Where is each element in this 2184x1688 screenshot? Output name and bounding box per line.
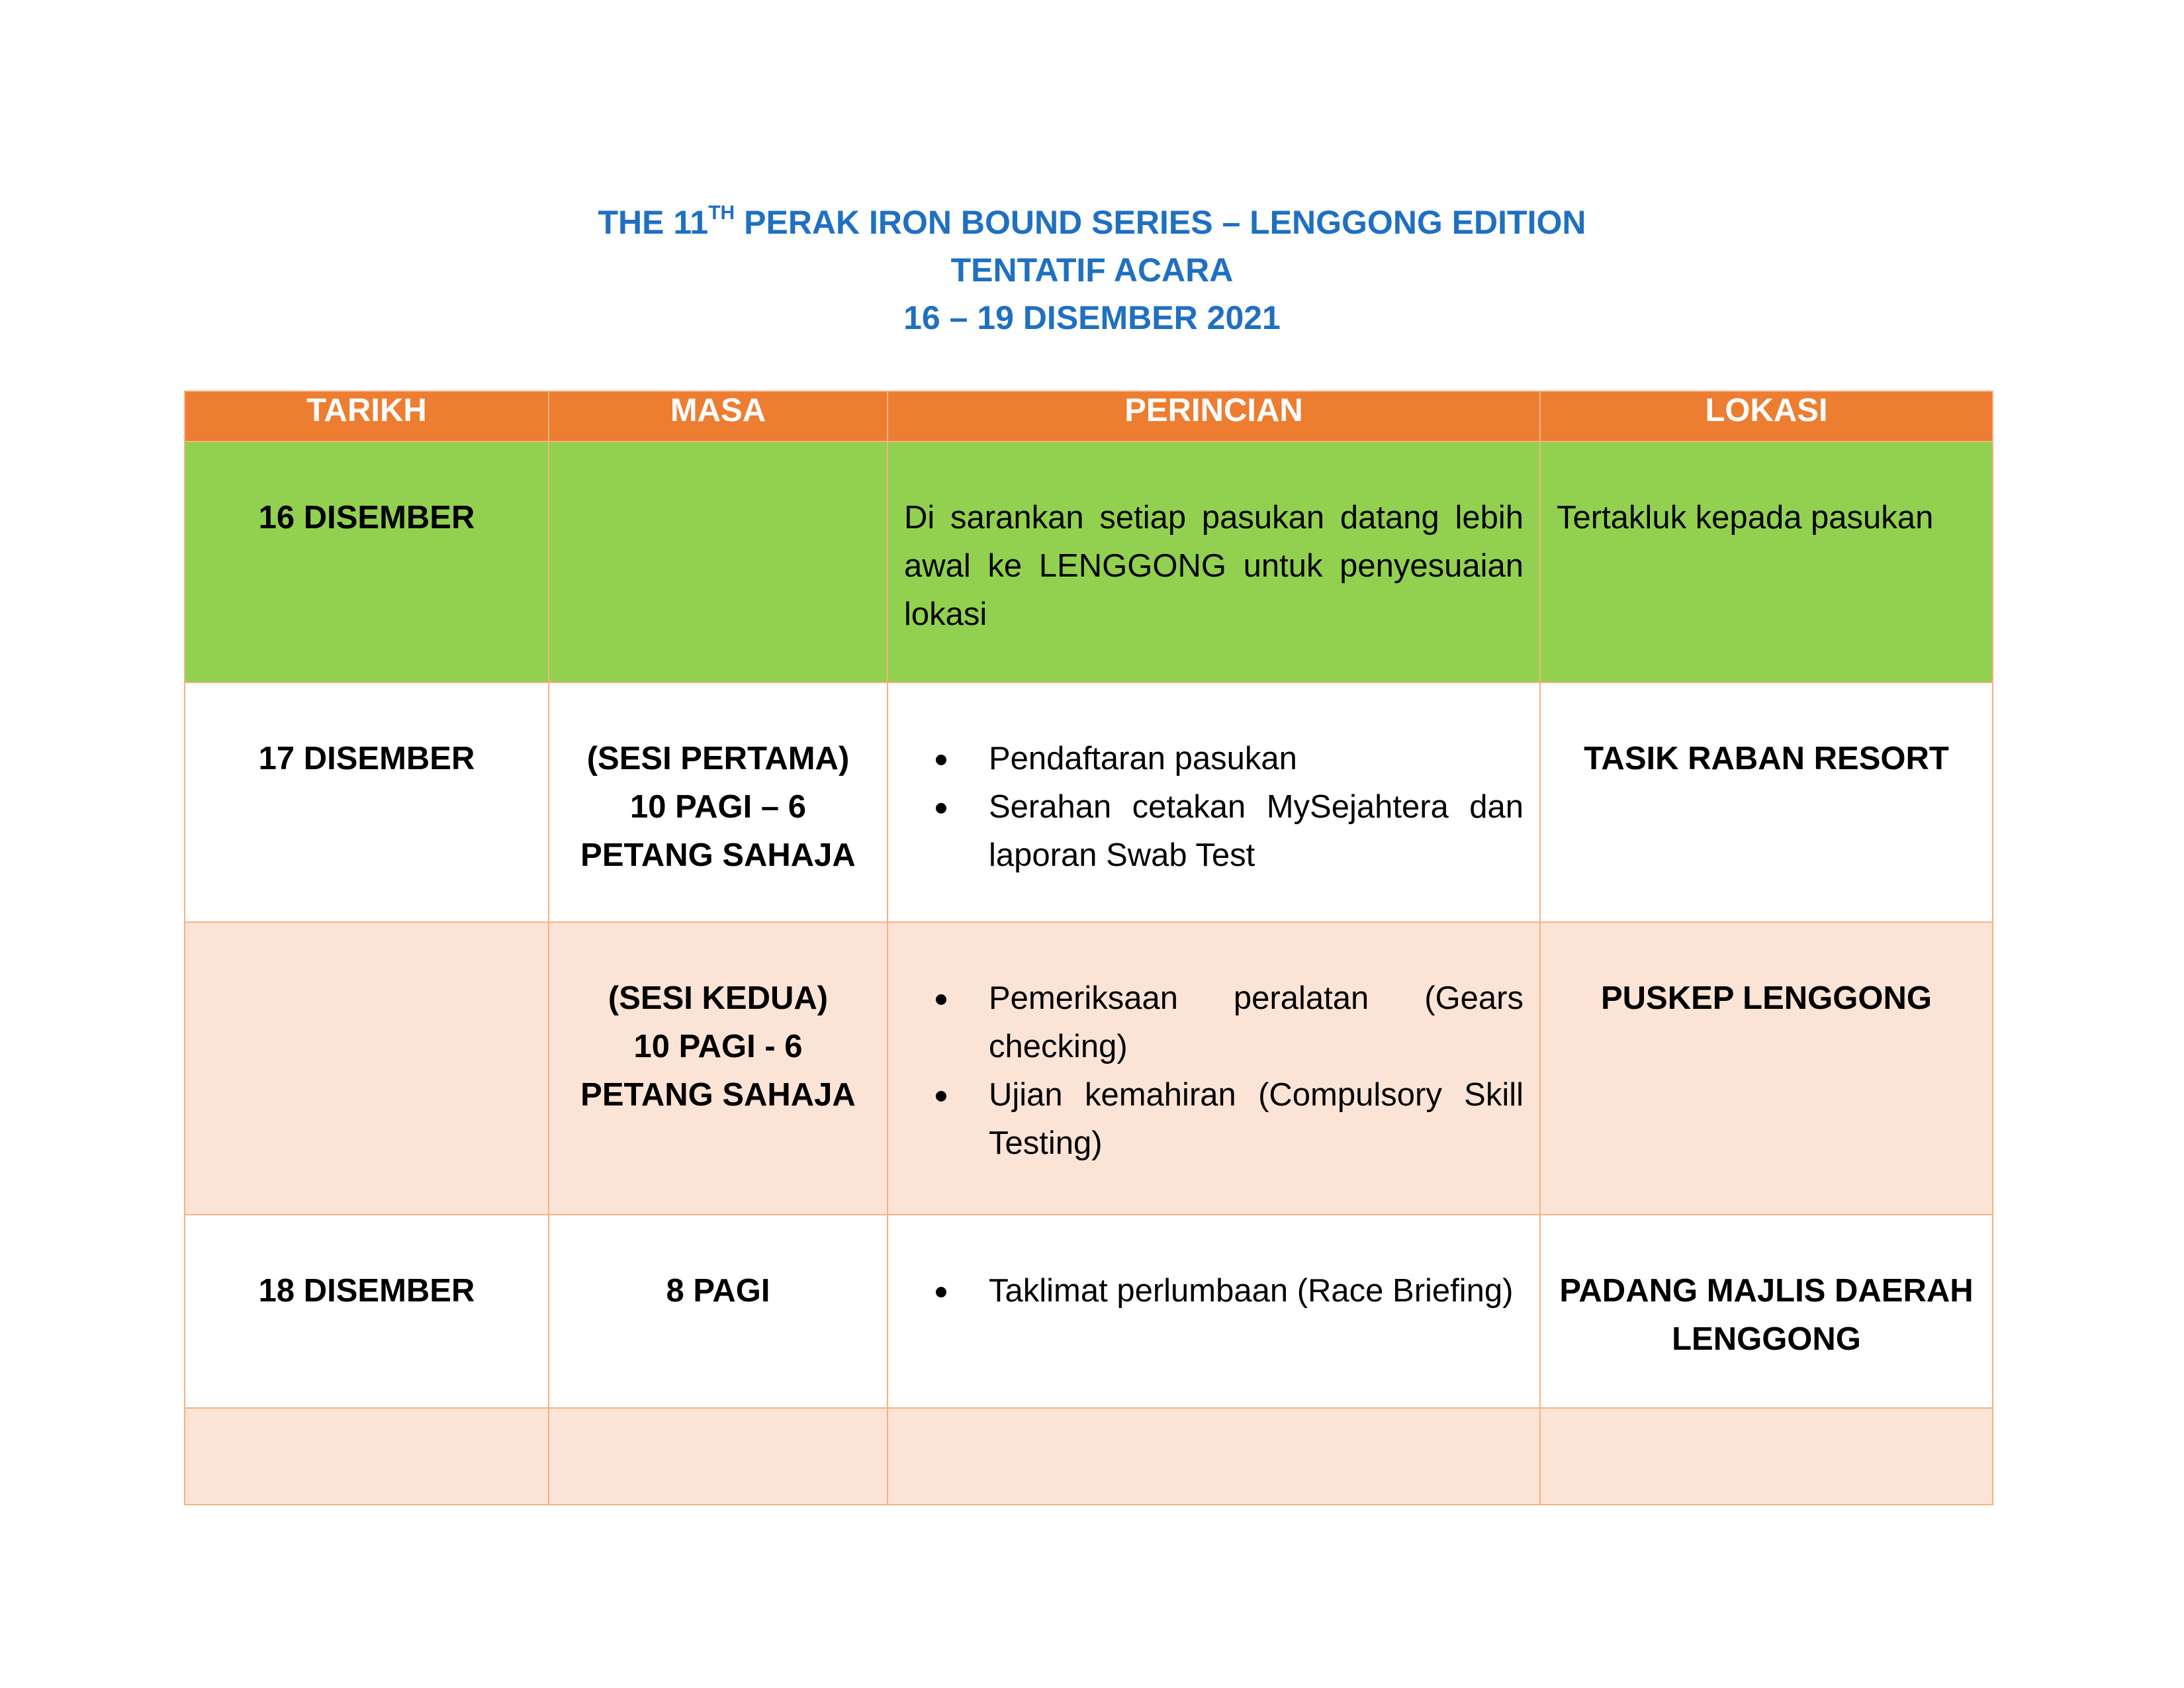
cell-tarikh: 17 DISEMBER bbox=[185, 682, 549, 922]
table-row bbox=[185, 682, 1993, 922]
cell-masa bbox=[549, 922, 887, 1215]
bullet-item bbox=[989, 974, 1524, 1071]
bullet-item bbox=[989, 735, 1524, 783]
cell-tarikh bbox=[185, 922, 549, 1215]
masa-line: (SESI PERTAMA) bbox=[586, 741, 850, 776]
masa-line: PETANG SAHAJA bbox=[580, 1077, 856, 1113]
table-header-row bbox=[185, 391, 1993, 442]
bullet-text: Taklimat perlumbaan (Race Briefing) bbox=[989, 1273, 1514, 1309]
masa-line: 8 PAGI bbox=[666, 1273, 770, 1309]
bullet-dot-icon bbox=[936, 755, 946, 765]
column-header-tarikh: TARIKH bbox=[185, 391, 549, 442]
column-header-masa: MASA bbox=[549, 391, 887, 442]
column-header-perincian: PERINCIAN bbox=[887, 391, 1540, 442]
bullet-dot-icon bbox=[936, 1287, 946, 1297]
cell-perincian bbox=[887, 922, 1540, 1215]
cell-perincian bbox=[887, 1215, 1540, 1408]
bullet-item bbox=[989, 783, 1524, 880]
bullet-text: Serahan cetakan MySejahtera dan laporan Swab Test bbox=[989, 789, 1524, 873]
cell-lokasi bbox=[1540, 1408, 1993, 1505]
bullet-text: Ujian kemahiran (Compulsory Skill Testing) bbox=[989, 1077, 1524, 1161]
bullet-dot-icon bbox=[936, 1091, 946, 1102]
cell-masa bbox=[549, 1408, 887, 1505]
event-title-superscript: TH bbox=[708, 202, 735, 224]
bullet-list bbox=[904, 1267, 1524, 1315]
cell-masa bbox=[549, 442, 887, 682]
bullet-dot-icon bbox=[936, 994, 946, 1005]
cell-masa bbox=[549, 1215, 887, 1408]
cell-lokasi: TASIK RABAN RESORT bbox=[1540, 682, 1993, 922]
cell-perincian bbox=[887, 682, 1540, 922]
masa-line: 10 PAGI – 6 bbox=[629, 789, 806, 825]
table-row bbox=[185, 922, 1993, 1215]
bullet-text: Pemeriksaan peralatan (Gears checking) bbox=[989, 980, 1524, 1064]
cell-perincian: Di sarankan setiap pasukan datang lebih awal ke LENGGONG untuk penyesuaian lokasi bbox=[887, 442, 1540, 682]
event-title-suffix: PERAK IRON BOUND SERIES – LENGGONG EDITION bbox=[735, 204, 1586, 241]
table-row bbox=[185, 1408, 1993, 1505]
column-header-lokasi: LOKASI bbox=[1540, 391, 1993, 442]
cell-perincian bbox=[887, 1408, 1540, 1505]
masa-line: (SESI KEDUA) bbox=[608, 980, 829, 1016]
bullet-item bbox=[989, 1267, 1524, 1315]
schedule-table bbox=[184, 391, 1993, 1505]
cell-lokasi: PADANG MAJLIS DAERAH LENGGONG bbox=[1540, 1215, 1993, 1408]
document-subtitle: TENTATIF ACARA bbox=[950, 252, 1234, 289]
bullet-list bbox=[904, 974, 1524, 1168]
masa-line: 10 PAGI - 6 bbox=[633, 1029, 803, 1064]
cell-tarikh: 18 DISEMBER bbox=[185, 1215, 549, 1408]
bullet-dot-icon bbox=[936, 803, 946, 814]
bullet-list bbox=[904, 735, 1524, 880]
table-row bbox=[185, 442, 1993, 682]
document-title-block bbox=[0, 199, 2184, 342]
bullet-item bbox=[989, 1071, 1524, 1168]
cell-lokasi: PUSKEP LENGGONG bbox=[1540, 922, 1993, 1215]
event-title-prefix: THE 11 bbox=[598, 204, 709, 241]
masa-line: PETANG SAHAJA bbox=[580, 837, 856, 873]
cell-tarikh bbox=[185, 1408, 549, 1505]
event-title bbox=[0, 199, 2184, 246]
bullet-text: Pendaftaran pasukan bbox=[989, 741, 1297, 776]
cell-masa bbox=[549, 682, 887, 922]
cell-tarikh: 16 DISEMBER bbox=[185, 442, 549, 682]
cell-lokasi: Tertakluk kepada pasukan bbox=[1540, 442, 1993, 682]
event-dates: 16 – 19 DISEMBER 2021 bbox=[903, 299, 1281, 336]
table-row bbox=[185, 1215, 1993, 1408]
